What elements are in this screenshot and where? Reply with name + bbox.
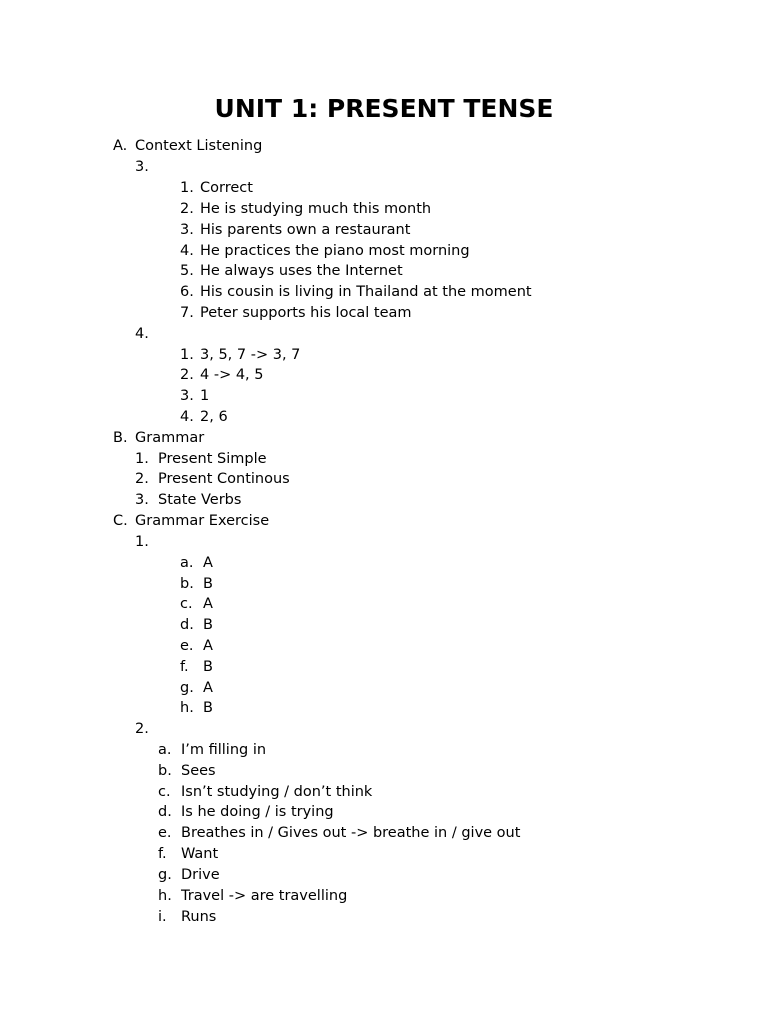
item-marker: h. [180,700,194,716]
item-marker: 2. [180,367,194,383]
item-marker: g. [158,867,172,883]
item-text: Peter supports his local team [200,305,412,321]
item-marker: 5. [180,263,194,279]
item-marker: 1. [135,534,149,550]
item-text: B [203,700,213,716]
item-text: Want [181,846,219,862]
item-text: Breathes in / Gives out -> breathe in / give out [181,825,521,841]
item-text: Travel -> are travelling [181,888,348,904]
item-marker: g. [180,680,194,696]
section-marker: A. [113,138,128,154]
item-text: 1 [200,388,210,404]
item-marker: 6. [180,284,194,300]
item-marker: a. [180,555,194,571]
item-text: B [203,576,213,592]
item-text: Isn’t studying / don’t think [181,784,373,800]
item-text: Sees [181,763,216,779]
item-marker: h. [158,888,172,904]
item-text: Present Continous [158,471,290,487]
item-marker: 2. [180,201,194,217]
item-marker: 4. [135,326,149,342]
item-marker: c. [180,596,193,612]
item-marker: 1. [180,347,194,363]
item-marker: c. [158,784,171,800]
item-marker: 4. [180,243,194,259]
item-text: A [203,680,213,696]
item-text: His cousin is living in Thailand at the moment [200,284,532,300]
item-text: Is he doing / is trying [181,804,334,820]
section-label: Grammar Exercise [135,513,270,529]
item-marker: d. [158,804,172,820]
item-marker: d. [180,617,194,633]
item-marker: e. [158,825,172,841]
item-text: A [203,638,213,654]
item-text: 3, 5, 7 -> 3, 7 [200,347,301,363]
item-text: State Verbs [158,492,242,508]
item-marker: b. [158,763,172,779]
item-text: 4 -> 4, 5 [200,367,264,383]
item-text: B [203,617,213,633]
item-text: Correct [200,180,253,196]
item-marker: 1. [180,180,194,196]
item-marker: 1. [135,451,149,467]
item-marker: i. [158,909,167,925]
item-marker: b. [180,576,194,592]
item-marker: 3. [180,388,194,404]
item-marker: f. [180,659,189,675]
item-text: A [203,555,213,571]
item-text: A [203,596,213,612]
section-marker: B. [113,430,128,446]
item-marker: 2. [135,471,149,487]
section-label: Grammar [135,430,205,446]
section-marker: C. [113,513,128,529]
page-title: UNIT 1: PRESENT TENSE [214,94,554,123]
item-marker: f. [158,846,167,862]
section-label: Context Listening [135,138,263,154]
item-marker: 2. [135,721,149,737]
item-marker: 4. [180,409,194,425]
item-text: He is studying much this month [200,201,432,217]
item-text: B [203,659,213,675]
item-marker: 3. [135,159,149,175]
item-marker: e. [180,638,194,654]
item-text: Drive [181,867,220,883]
item-text: Runs [181,909,217,925]
item-marker: 3. [135,492,149,508]
item-text: I’m filling in [181,742,267,758]
item-marker: a. [158,742,172,758]
item-marker: 3. [180,222,194,238]
item-marker: 7. [180,305,194,321]
item-text: He practices the piano most morning [200,243,470,259]
item-text: Present Simple [158,451,267,467]
item-text: His parents own a restaurant [200,222,411,238]
item-text: 2, 6 [200,409,228,425]
item-text: He always uses the Internet [200,263,403,279]
